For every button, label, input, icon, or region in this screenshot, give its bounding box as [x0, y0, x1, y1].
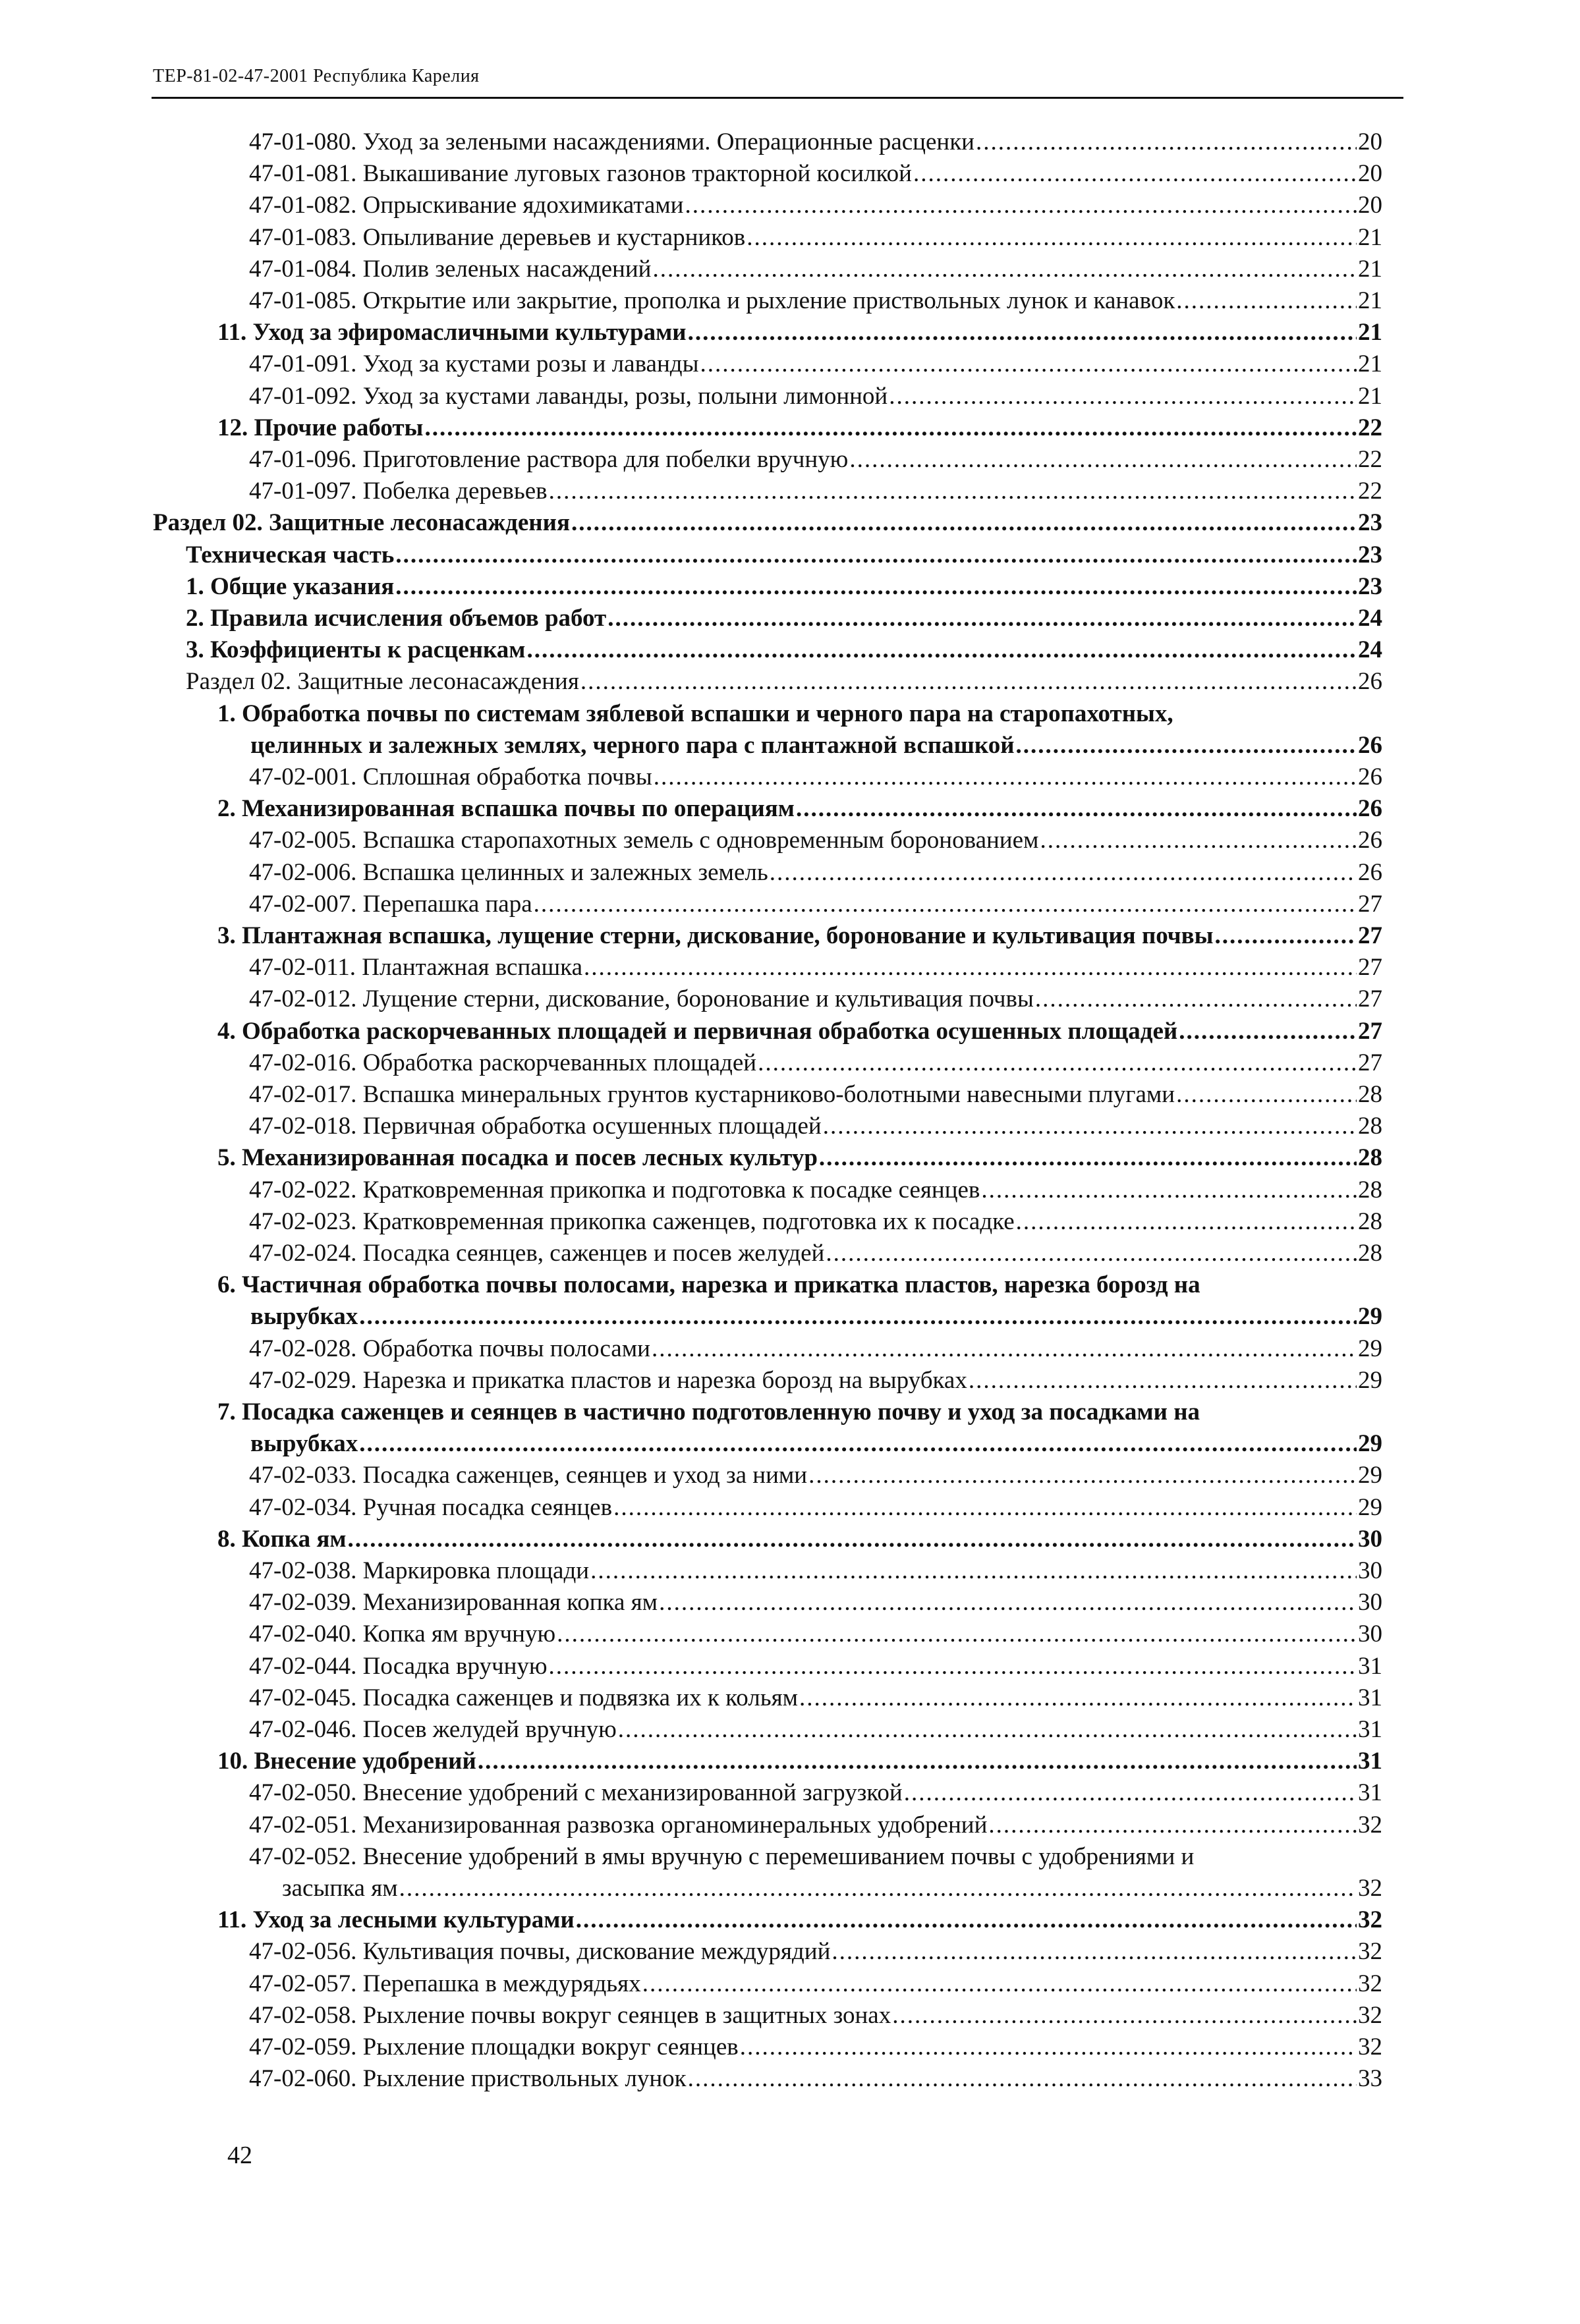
dot-leader [395, 540, 1357, 571]
toc-entry-title: 47-02-001. Сплошная обработка почвы [249, 763, 652, 790]
toc-entry[interactable] [249, 348, 1382, 380]
toc-entry[interactable] [249, 285, 1382, 317]
toc-entry[interactable] [249, 1047, 1382, 1079]
toc-page-number: 26 [1358, 827, 1382, 854]
dot-leader [826, 1238, 1357, 1269]
toc-entry-title: 47-02-059. Рыхление площадки вокруг сеянцев [249, 2034, 739, 2061]
dot-leader [740, 2032, 1357, 2063]
running-header: ТЕР-81-02-47-2001 Республика Карелия [153, 66, 480, 86]
toc-page-number: 31 [1358, 1779, 1382, 1807]
toc-entry[interactable] [249, 857, 1382, 889]
toc-page-number: 26 [1358, 731, 1382, 759]
toc-page-number: 26 [1358, 763, 1382, 790]
toc-page-number: 29 [1358, 1430, 1382, 1458]
dot-leader [688, 2063, 1357, 2095]
toc-entry[interactable] [249, 1618, 1382, 1650]
dot-leader [976, 126, 1357, 158]
toc-entry-title: 47-01-085. Открытие или закрытие, прополка и рыхление приствольных лунок и канавок [249, 287, 1175, 314]
toc-entry-title: 47-01-084. Полив зеленых насаждений [249, 255, 652, 283]
toc-entry[interactable] [217, 317, 1382, 348]
toc-entry-title: 47-02-028. Обработка почвы полосами [249, 1335, 650, 1362]
toc-entry-title: 11. Уход за эфиромасличными культурами [217, 319, 687, 346]
toc-entry-title: вырубках [250, 1430, 358, 1458]
toc-page-number: 28 [1358, 1081, 1382, 1108]
toc-entry-title: 47-01-096. Приготовление раствора для побелки вручную [249, 446, 849, 473]
toc-page-number: 20 [1358, 192, 1382, 219]
dot-leader [981, 1175, 1357, 1206]
toc-page-number: 29 [1358, 1462, 1382, 1489]
toc-entry-title: 2. Механизированная вспашка почвы по операциям [217, 795, 795, 823]
dot-leader [770, 857, 1357, 889]
toc-entry-title: 47-01-081. Выкашивание луговых газонов тракторной косилкой [249, 160, 912, 188]
dot-leader [607, 603, 1357, 634]
dot-leader [823, 1111, 1357, 1142]
toc-page-number: 27 [1358, 985, 1382, 1013]
dot-leader [549, 1651, 1357, 1682]
dot-leader [399, 1873, 1357, 1904]
toc-page-number: 32 [1358, 1875, 1382, 1902]
toc-entry-title: 47-02-007. Перепашка пара [249, 890, 532, 918]
toc-entry-title: 47-02-060. Рыхление приствольных лунок [249, 2065, 687, 2093]
toc-page-number: 23 [1358, 572, 1382, 600]
dot-leader [613, 1492, 1357, 1524]
toc-entry[interactable] [249, 444, 1382, 476]
toc-entry-title: 10. Внесение удобрений [217, 1748, 476, 1775]
toc-entry-title: 11. Уход за лесными культурами [217, 1906, 575, 1934]
toc-entry-title: 47-02-016. Обработка раскорчеванных площадей [249, 1049, 757, 1076]
toc-entry[interactable] [249, 1936, 1382, 1968]
toc-entry-title: 47-02-012. Лущение стерни, дискование, боронование и культивация почвы [249, 985, 1034, 1013]
toc-entry[interactable] [186, 634, 1382, 666]
toc-entry[interactable] [186, 603, 1382, 634]
toc-entry[interactable] [249, 1682, 1382, 1714]
toc-page-number: 32 [1358, 1811, 1382, 1839]
dot-leader [348, 1524, 1357, 1555]
toc-entry[interactable] [249, 1492, 1382, 1524]
toc-page-number: 29 [1358, 1366, 1382, 1394]
dot-leader [892, 2000, 1357, 2032]
toc-page-number: 22 [1358, 414, 1382, 441]
toc-entry-title: Раздел 02. Защитные лесонасаждения [186, 668, 579, 696]
toc-page-number: 21 [1358, 382, 1382, 410]
toc-entry[interactable] [249, 1333, 1382, 1365]
toc-page-number: 32 [1358, 1938, 1382, 1966]
toc-page-number: 32 [1358, 1906, 1382, 1934]
toc-entry-title: 3. Плантажная вспашка, лущение стерни, дискование, боронование и культивация почвы [217, 922, 1214, 949]
toc-page-number: 23 [1358, 509, 1382, 537]
toc-page-number: 21 [1358, 255, 1382, 283]
dot-leader [557, 1618, 1357, 1650]
toc-page-number: 23 [1358, 541, 1382, 568]
toc-entry-title: 47-01-092. Уход за кустами лаванды, розы, полыни лимонной [249, 382, 888, 410]
toc-entry[interactable] [282, 1873, 1382, 1904]
toc-entry-title: 47-02-024. Посадка сеянцев, саженцев и посев желудей [249, 1240, 825, 1267]
toc-entry[interactable] [249, 1968, 1382, 2000]
toc-entry[interactable] [249, 983, 1382, 1015]
toc-page-number: 30 [1358, 1589, 1382, 1617]
toc-page-number: 27 [1358, 954, 1382, 982]
toc-page-number: 21 [1358, 319, 1382, 346]
toc-entry-title: 3. Коэффициенты к расценкам [186, 636, 526, 664]
toc-entry[interactable] [249, 1555, 1382, 1587]
dot-leader [478, 1746, 1357, 1777]
dot-leader [395, 571, 1357, 603]
toc-entry[interactable] [249, 1175, 1382, 1206]
toc-entry[interactable] [249, 825, 1382, 856]
toc-entry-title: 12. Прочие работы [217, 414, 424, 441]
dot-leader [1179, 1016, 1357, 1047]
toc-entry[interactable] [249, 126, 1382, 158]
toc-page-number: 22 [1358, 478, 1382, 505]
toc-entry[interactable] [249, 1206, 1382, 1238]
toc-entry-title: 47-02-023. Кратковременная прикопка саженцев, подготовка их к посадке [249, 1207, 1015, 1235]
toc-entry-title: 47-02-005. Вспашка старопахотных земель с одновременным боронованием [249, 827, 1039, 854]
toc-entry[interactable] [217, 1016, 1382, 1047]
toc-page-number: 31 [1358, 1652, 1382, 1680]
toc-entry-title: 47-02-045. Посадка саженцев и подвязка их к кольям [249, 1684, 799, 1711]
toc-page-number: 27 [1358, 1017, 1382, 1045]
dot-leader [1016, 730, 1357, 761]
dot-leader [889, 381, 1357, 412]
toc-entry-title: 47-02-058. Рыхление почвы вокруг сеянцев в защитных зонах [249, 2001, 891, 2029]
dot-leader [1215, 920, 1357, 952]
dot-leader [799, 1682, 1357, 1714]
toc-page-number: 29 [1358, 1303, 1382, 1331]
toc-entry-title: 6. Частичная обработка почвы полосами, нарезка и прикатка пластов, нарезка борозд на [217, 1271, 1200, 1299]
toc-page-number: 28 [1358, 1176, 1382, 1204]
toc-entry[interactable] [249, 761, 1382, 793]
toc-entry[interactable] [250, 1301, 1382, 1333]
toc-entry[interactable] [249, 158, 1382, 190]
toc-page-number: 32 [1358, 1970, 1382, 1997]
toc-page-number: 33 [1358, 2065, 1382, 2093]
toc-entry-title: 47-02-057. Перепашка в междурядьях [249, 1970, 641, 1997]
dot-leader [832, 1936, 1357, 1968]
toc-page-number: 24 [1358, 605, 1382, 632]
toc-entry[interactable] [249, 1777, 1382, 1809]
toc-entry-title: 47-02-033. Посадка саженцев, сеянцев и уход за ними [249, 1462, 808, 1489]
toc-entry-title: 7. Посадка саженцев и сеянцев в частично подготовленную почву и уход за посадками на [217, 1398, 1200, 1425]
toc-page-number: 28 [1358, 1113, 1382, 1140]
toc-page-number: 28 [1358, 1207, 1382, 1235]
toc-entry[interactable] [217, 1746, 1382, 1777]
toc-entry[interactable] [153, 507, 1382, 539]
toc-entry-title: 47-02-017. Вспашка минеральных грунтов кустарниково-болотными навесными плугами [249, 1081, 1175, 1108]
toc-page-number: 22 [1358, 446, 1382, 473]
dot-leader [659, 1587, 1357, 1618]
toc-entry[interactable] [217, 1142, 1382, 1174]
toc-entry-title: 47-02-039. Механизированная копка ям [249, 1589, 658, 1617]
toc-page-number: 30 [1358, 1525, 1382, 1553]
toc-page-number: 31 [1358, 1716, 1382, 1743]
dot-leader [534, 889, 1357, 920]
header-rule [152, 97, 1403, 99]
toc-entry[interactable] [249, 1365, 1382, 1397]
toc-entry[interactable] [250, 1428, 1382, 1460]
toc-page-number: 26 [1358, 795, 1382, 823]
toc-page-number: 29 [1358, 1493, 1382, 1521]
toc-page-number: 30 [1358, 1557, 1382, 1584]
toc-entry[interactable] [249, 889, 1382, 920]
toc-entry-title: 47-01-080. Уход за зелеными насаждениями. Операционные расценки [249, 128, 974, 155]
dot-leader [652, 254, 1357, 285]
toc-entry[interactable] [186, 571, 1382, 603]
dot-leader [988, 1810, 1357, 1841]
dot-leader [652, 1333, 1357, 1365]
dot-leader [969, 1365, 1357, 1397]
toc-entry[interactable] [217, 793, 1382, 825]
toc-entry-title: 47-01-083. Опыливание деревьев и кустарников [249, 223, 746, 251]
toc-page-number: 31 [1358, 1748, 1382, 1775]
toc-entry-title: 47-01-082. Опрыскивание ядохимикатами [249, 192, 684, 219]
toc-entry-title: 47-02-046. Посев желудей вручную [249, 1716, 617, 1743]
dot-leader [1016, 1206, 1357, 1238]
toc-entry[interactable] [249, 1810, 1382, 1841]
toc-entry[interactable] [249, 1238, 1382, 1269]
dot-leader [913, 158, 1357, 190]
dot-leader [849, 444, 1357, 476]
toc-page-number: 30 [1358, 1620, 1382, 1648]
toc-entry[interactable] [249, 1079, 1382, 1111]
toc-entry[interactable] [249, 476, 1382, 507]
toc-entry-title: 8. Копка ям [217, 1525, 347, 1553]
toc-page-number: 28 [1358, 1240, 1382, 1267]
toc-page-number: 26 [1358, 668, 1382, 696]
toc-entry-title: засыпка ям [282, 1875, 398, 1902]
dot-leader [1176, 1079, 1357, 1111]
toc-entry-title: 1. Обработка почвы по системам зяблевой вспашки и черного пара на старопахотных, [217, 700, 1173, 727]
toc-entry[interactable] [249, 1714, 1382, 1746]
toc-entry-title: 47-02-056. Культивация почвы, дискование междурядий [249, 1938, 831, 1966]
toc-entry-title: 47-02-038. Маркировка площади [249, 1557, 590, 1584]
dot-leader [685, 190, 1357, 221]
toc-entry[interactable] [249, 381, 1382, 412]
toc-entry[interactable] [186, 666, 1382, 698]
dot-leader [359, 1301, 1357, 1333]
toc-entry-title: 47-02-006. Вспашка целинных и залежных земель [249, 858, 768, 886]
toc-entry[interactable] [217, 1904, 1382, 1936]
dot-leader [904, 1777, 1357, 1809]
dot-leader [747, 222, 1357, 254]
toc-entry-title: 47-02-050. Внесение удобрений с механизированной загрузкой [249, 1779, 903, 1807]
toc-page-number: 29 [1358, 1335, 1382, 1362]
toc-entry-title: 47-02-018. Первичная обработка осушенных площадей [249, 1113, 822, 1140]
toc-page-number: 21 [1358, 287, 1382, 314]
toc-entry[interactable] [249, 190, 1382, 221]
dot-leader [424, 412, 1357, 444]
toc-entry[interactable] [249, 1651, 1382, 1682]
toc-entry-title: Раздел 02. Защитные лесонасаждения [153, 509, 570, 537]
toc-page-number: 21 [1358, 223, 1382, 251]
toc-entry[interactable] [249, 952, 1382, 983]
dot-leader [527, 634, 1357, 666]
toc-entry-title: 47-02-029. Нарезка и прикатка пластов и нарезка борозд на вырубках [249, 1366, 967, 1394]
dot-leader [819, 1142, 1357, 1174]
toc-entry-title: вырубках [250, 1303, 358, 1331]
toc-page-number: 32 [1358, 2001, 1382, 2029]
toc-entry-title: 4. Обработка раскорчеванных площадей и первичная обработка осушенных площадей [217, 1017, 1178, 1045]
toc-page-number: 20 [1358, 160, 1382, 188]
dot-leader [571, 507, 1357, 539]
toc-entry[interactable] [186, 540, 1382, 571]
toc-entry[interactable] [217, 920, 1382, 952]
toc-entry[interactable] [250, 730, 1382, 761]
dot-leader [576, 1904, 1357, 1936]
toc-entry-title: 47-02-022. Кратковременная прикопка и подготовка к посадке сеянцев [249, 1176, 980, 1204]
toc-page-number: 21 [1358, 350, 1382, 378]
dot-leader [796, 793, 1357, 825]
toc-entry[interactable] [249, 2032, 1382, 2063]
toc-entry[interactable] [249, 222, 1382, 254]
toc-entry-title: 47-02-051. Механизированная развозка органоминеральных удобрений [249, 1811, 988, 1839]
dot-leader [758, 1047, 1357, 1079]
toc-page-number: 27 [1358, 890, 1382, 918]
toc-page-number: 27 [1358, 1049, 1382, 1076]
toc-entry[interactable] [249, 254, 1382, 285]
dot-leader [580, 666, 1357, 698]
toc-page-number: 31 [1358, 1684, 1382, 1711]
toc-entry-title: 47-02-034. Ручная посадка сеянцев [249, 1493, 613, 1521]
dot-leader [584, 952, 1357, 983]
toc-entry-title: 47-01-091. Уход за кустами розы и лаванды [249, 350, 699, 378]
toc-entry-title: 2. Правила исчисления объемов работ [186, 605, 607, 632]
toc-entry[interactable] [217, 1524, 1382, 1555]
dot-leader [642, 1968, 1357, 2000]
dot-leader [1040, 825, 1357, 856]
dot-leader [618, 1714, 1357, 1746]
toc-page-number: 26 [1358, 858, 1382, 886]
toc-entry-title: 47-02-040. Копка ям вручную [249, 1620, 556, 1648]
dot-leader [700, 348, 1357, 380]
toc-entry-title: 1. Общие указания [186, 572, 395, 600]
toc-entry[interactable] [249, 2000, 1382, 2032]
dot-leader [1176, 285, 1357, 317]
toc-entry-title: 5. Механизированная посадка и посев лесных культур [217, 1144, 818, 1172]
toc-entry[interactable] [249, 1111, 1382, 1142]
page-number: 42 [227, 2142, 252, 2169]
dot-leader [654, 761, 1357, 793]
toc-entry[interactable] [249, 1587, 1382, 1618]
toc-page-number: 27 [1358, 922, 1382, 949]
dot-leader [590, 1555, 1357, 1587]
toc-page-number: 24 [1358, 636, 1382, 664]
toc-entry-title: 47-02-052. Внесение удобрений в ямы вручную с перемешиванием почвы с удобрениями и [249, 1842, 1195, 1870]
dot-leader [359, 1428, 1357, 1460]
toc-page-number: 28 [1358, 1144, 1382, 1172]
toc-entry-title: 47-02-011. Плантажная вспашка [249, 954, 583, 982]
toc-entry-title: целинных и залежных землях, черного пара с плантажной вспашкой [250, 731, 1015, 759]
dot-leader [688, 317, 1357, 348]
toc-entry-title: 47-02-044. Посадка вручную [249, 1652, 548, 1680]
dot-leader [1035, 983, 1357, 1015]
dot-leader [808, 1460, 1357, 1491]
toc-entry-title: 47-01-097. Побелка деревьев [249, 478, 548, 505]
toc-entry[interactable] [217, 412, 1382, 444]
toc-entry[interactable] [249, 2063, 1382, 2095]
dot-leader [549, 476, 1357, 507]
toc-entry-title: Техническая часть [186, 541, 395, 568]
toc-entry[interactable] [249, 1460, 1382, 1491]
toc-page-number: 32 [1358, 2034, 1382, 2061]
toc-page-number: 20 [1358, 128, 1382, 155]
